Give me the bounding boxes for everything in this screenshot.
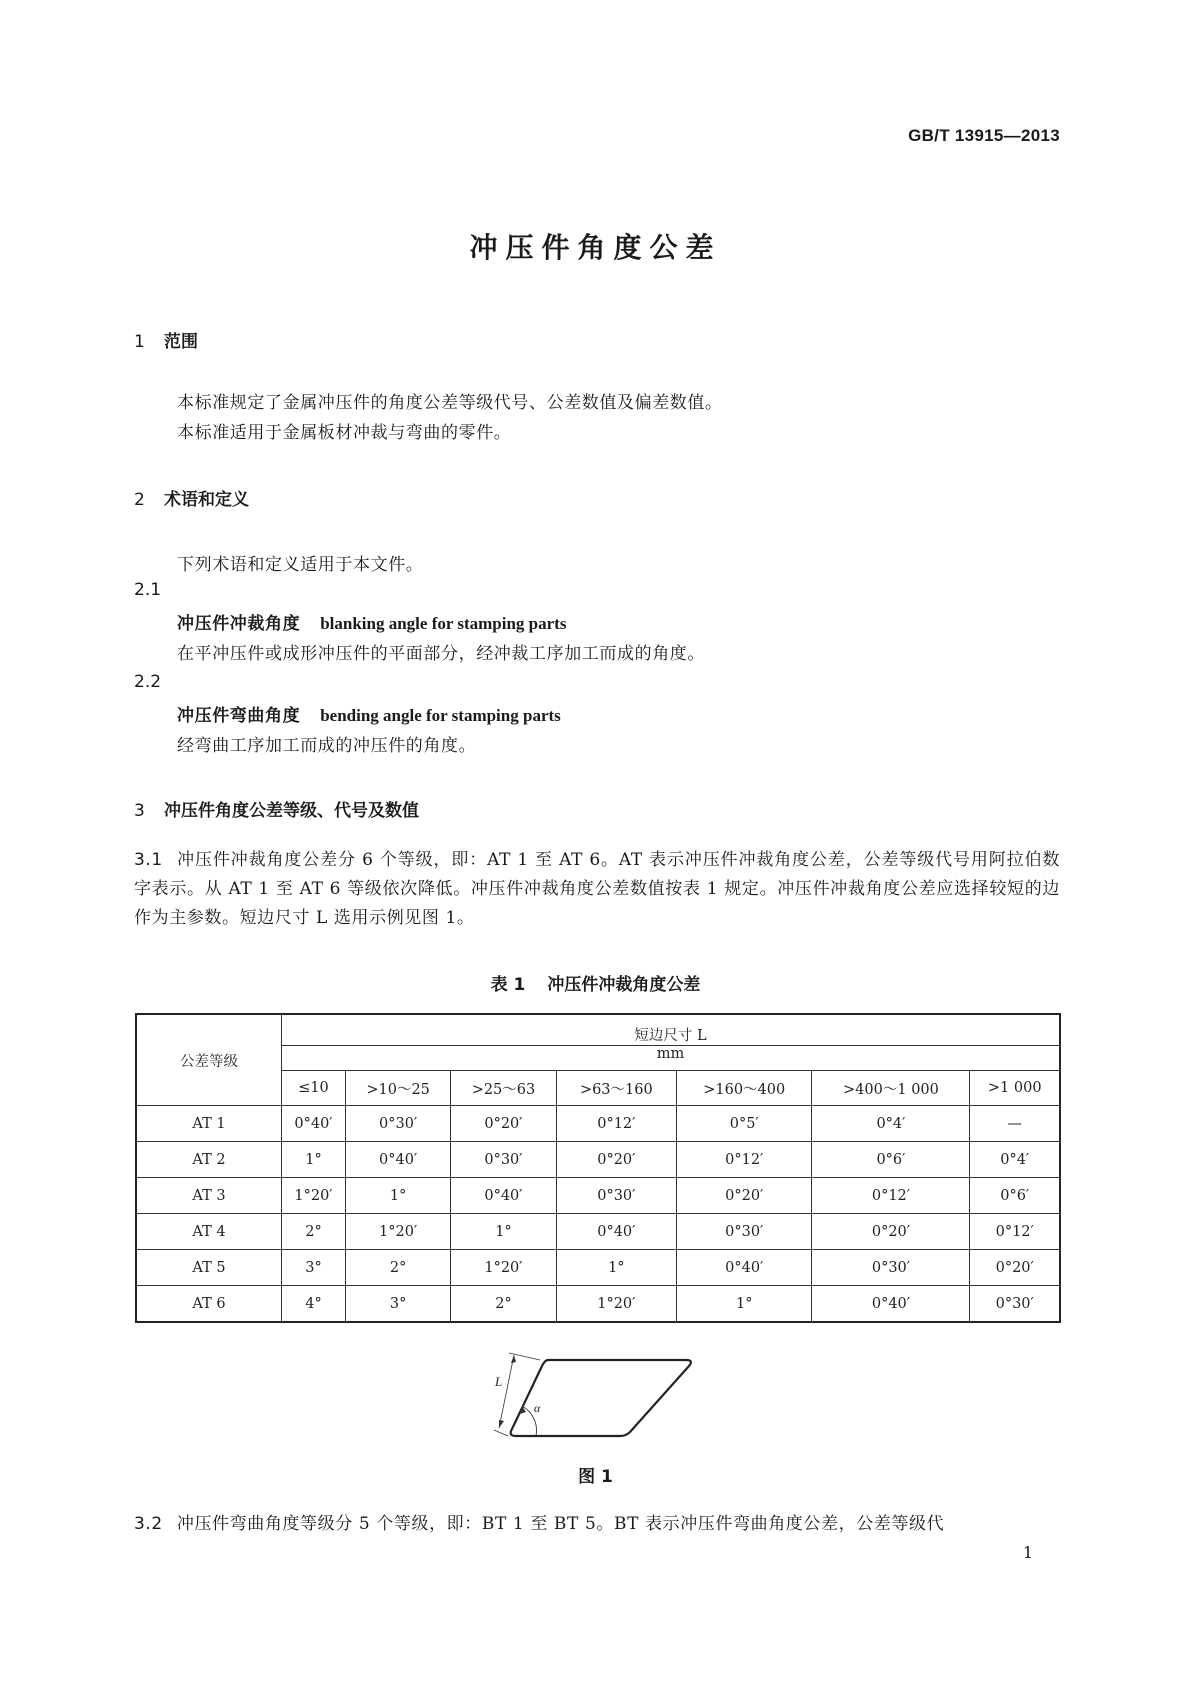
value-cell: 1° xyxy=(677,1286,812,1323)
value-cell: 0°6′ xyxy=(812,1142,970,1178)
section-number: 2 xyxy=(134,490,145,510)
value-cell: 2° xyxy=(282,1214,346,1250)
term-chinese: 冲压件冲裁角度 xyxy=(177,614,301,634)
document-code: GB/T 13915—2013 xyxy=(908,126,1060,145)
grade-cell: AT 3 xyxy=(136,1178,282,1214)
grade-cell: AT 1 xyxy=(136,1106,282,1142)
section-3-heading xyxy=(134,796,419,821)
arrow-head xyxy=(499,1420,504,1428)
value-cell: 0°30′ xyxy=(677,1214,812,1250)
table-caption-title: 冲压件冲裁角度公差 xyxy=(547,975,701,995)
page-number: 1 xyxy=(1022,1543,1033,1562)
clause-number: 3.2 xyxy=(134,1514,163,1534)
clause-3-2 xyxy=(134,1510,1060,1539)
section-2-heading xyxy=(134,485,249,510)
column-header: >400～1 000 xyxy=(812,1071,970,1106)
section-number: 3 xyxy=(134,801,145,821)
value-cell: 0°40′ xyxy=(677,1250,812,1286)
term-english: blanking angle for stamping parts xyxy=(320,614,567,633)
value-cell: 0°12′ xyxy=(970,1214,1060,1250)
grade-cell: AT 5 xyxy=(136,1250,282,1286)
table-row xyxy=(136,1286,1060,1323)
value-cell: 3° xyxy=(345,1286,450,1323)
value-cell: 0°30′ xyxy=(812,1250,970,1286)
value-cell: 4° xyxy=(282,1286,346,1323)
column-header: >160～400 xyxy=(677,1071,812,1106)
term-2-1-definition: 在平冲压件或成形冲压件的平面部分，经冲裁工序加工而成的角度。 xyxy=(177,644,705,664)
value-cell: 0°40′ xyxy=(282,1106,346,1142)
value-cell: 0°20′ xyxy=(970,1250,1060,1286)
dimension-label-L: L xyxy=(495,1374,503,1389)
value-cell: 0°20′ xyxy=(677,1178,812,1214)
figure-1-parallelogram xyxy=(496,1350,706,1450)
term-2-2-definition: 经弯曲工序加工而成的冲压件的角度。 xyxy=(177,736,477,756)
table-row xyxy=(136,1250,1060,1286)
clause-2-2-number: 2.2 xyxy=(134,672,162,692)
section-number: 1 xyxy=(134,332,145,352)
value-cell: 0°12′ xyxy=(556,1106,676,1142)
section-1-heading xyxy=(134,327,198,352)
scope-paragraph-1: 本标准规定了金属冲压件的角度公差等级代号、公差数值及偏差数值。 xyxy=(177,393,723,413)
grade-cell: AT 4 xyxy=(136,1214,282,1250)
value-cell: 0°6′ xyxy=(970,1178,1060,1214)
section-title: 术语和定义 xyxy=(164,490,249,510)
column-header: >63～160 xyxy=(556,1071,676,1106)
value-cell: 0°4′ xyxy=(812,1106,970,1142)
value-cell: 0°20′ xyxy=(812,1214,970,1250)
tolerance-table xyxy=(135,1013,1061,1323)
value-cell: 0°4′ xyxy=(970,1142,1060,1178)
value-cell: 0°20′ xyxy=(556,1142,676,1178)
value-cell: 0°30′ xyxy=(345,1106,450,1142)
part-outline xyxy=(511,1360,691,1436)
value-cell: 1° xyxy=(451,1214,556,1250)
value-cell: 3° xyxy=(282,1250,346,1286)
column-header: >10～25 xyxy=(345,1071,450,1106)
table-1-caption xyxy=(0,970,1191,995)
clause-text: 冲压件冲裁角度公差分 6 个等级，即：AT 1 至 AT 6。AT 表示冲压件冲裁角度公差，公差等级代号用阿拉伯数字表示。从 AT 1 至 AT 6 等级依次降低。冲压件冲裁角度公差数值按表 1 规定。冲压件冲裁角度公差应选择较短的边作为主参数。短边尺寸 L 选用示例见图 1。 xyxy=(134,850,1060,928)
grade-cell: AT 6 xyxy=(136,1286,282,1323)
clause-2-1-number: 2.1 xyxy=(134,580,162,600)
value-cell: 0°20′ xyxy=(451,1106,556,1142)
table-row xyxy=(136,1106,1060,1142)
column-header: ≤10 xyxy=(282,1071,346,1106)
term-2-2 xyxy=(177,701,561,726)
value-cell: 1° xyxy=(282,1142,346,1178)
clause-text: 冲压件弯曲角度等级分 5 个等级，即：BT 1 至 BT 5。BT 表示冲压件弯曲角度公差，公差等级代 xyxy=(176,1514,945,1534)
column-header: >25～63 xyxy=(451,1071,556,1106)
value-cell: 1° xyxy=(556,1250,676,1286)
value-cell: 2° xyxy=(451,1286,556,1323)
value-cell: 1°20′ xyxy=(282,1178,346,1214)
table-row xyxy=(136,1214,1060,1250)
value-cell: 2° xyxy=(345,1250,450,1286)
section-title: 冲压件角度公差等级、代号及数值 xyxy=(164,801,419,821)
term-2-1 xyxy=(177,609,566,634)
value-cell: 0°5′ xyxy=(677,1106,812,1142)
value-cell: 0°40′ xyxy=(556,1214,676,1250)
grade-cell: AT 2 xyxy=(136,1142,282,1178)
scope-paragraph-2: 本标准适用于金属板材冲裁与弯曲的零件。 xyxy=(177,423,512,443)
table-caption-number: 表 1 xyxy=(490,975,526,995)
value-cell: 0°30′ xyxy=(451,1142,556,1178)
column-header: >1 000 xyxy=(970,1071,1060,1106)
value-cell: 0°40′ xyxy=(451,1178,556,1214)
value-cell: 1°20′ xyxy=(345,1214,450,1250)
angle-label-alpha: α xyxy=(534,1401,541,1415)
value-cell: — xyxy=(970,1106,1060,1142)
figure-1-caption: 图 1 xyxy=(578,1467,613,1487)
grade-header: 公差等级 xyxy=(136,1014,282,1106)
clause-number: 3.1 xyxy=(134,850,163,870)
value-cell: 0°30′ xyxy=(556,1178,676,1214)
term-chinese: 冲压件弯曲角度 xyxy=(177,706,301,726)
value-cell: 0°12′ xyxy=(677,1142,812,1178)
table-row xyxy=(136,1178,1060,1214)
size-header: 短边尺寸 L xyxy=(282,1014,1061,1046)
value-cell: 0°40′ xyxy=(812,1286,970,1323)
unit-header: mm xyxy=(282,1046,1061,1071)
value-cell: 0°12′ xyxy=(812,1178,970,1214)
value-cell: 1°20′ xyxy=(451,1250,556,1286)
value-cell: 0°40′ xyxy=(345,1142,450,1178)
term-english: bending angle for stamping parts xyxy=(320,706,561,725)
dimension-line xyxy=(499,1355,514,1428)
terms-intro: 下列术语和定义适用于本文件。 xyxy=(177,555,424,575)
page-title: 冲压件角度公差 xyxy=(469,231,722,264)
table-row xyxy=(136,1142,1060,1178)
value-cell: 1° xyxy=(345,1178,450,1214)
extension-line xyxy=(494,1430,508,1436)
clause-3-1 xyxy=(134,846,1060,933)
value-cell: 0°30′ xyxy=(970,1286,1060,1323)
value-cell: 1°20′ xyxy=(556,1286,676,1323)
section-title: 范围 xyxy=(164,332,198,352)
